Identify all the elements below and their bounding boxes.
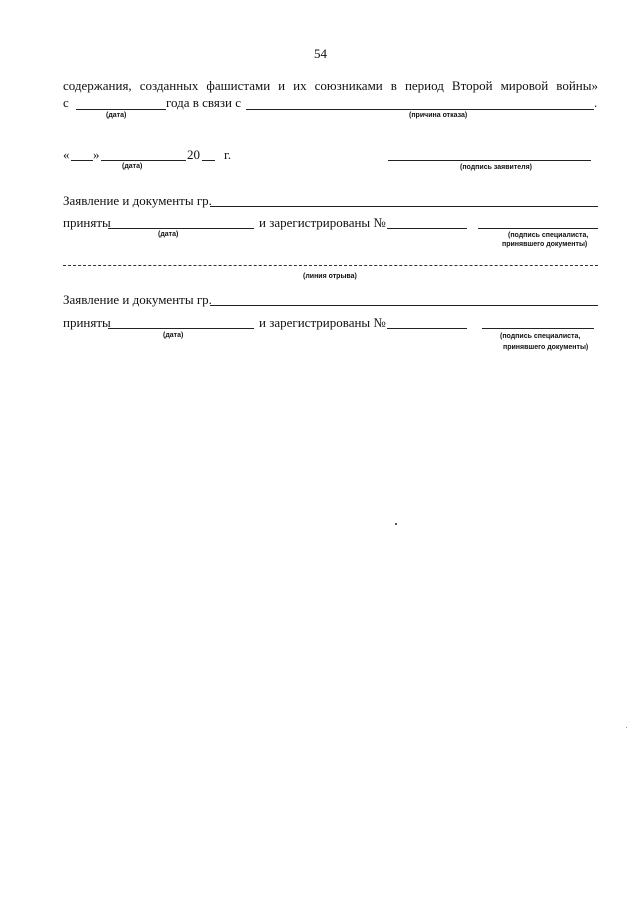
receipt2-name-field-line[interactable]	[210, 305, 598, 306]
applicant-signature-caption: (подпись заявителя)	[460, 164, 533, 171]
year-field-line[interactable]	[202, 160, 215, 161]
applicant-signature-line[interactable]	[388, 160, 591, 161]
end-punct: .	[594, 95, 598, 110]
receipt1-specialist-caption-2: принявшего документы)	[502, 241, 588, 248]
receipt2-specialist-caption-2: принявшего документы)	[503, 344, 589, 351]
receipt1-specialist-signature-line[interactable]	[478, 228, 598, 229]
year-suffix: г.	[224, 147, 232, 162]
month-field-line[interactable]	[101, 160, 186, 161]
continuation-text: содержания, созданных фашистами и их союзниками в период Второй мировой войны»	[63, 78, 598, 93]
receipt2-date-field-line[interactable]	[108, 328, 254, 329]
receipt2-specialist-signature-line[interactable]	[482, 328, 594, 329]
prefix-c: с	[63, 95, 69, 110]
receipt1-specialist-caption-1: (подпись специалиста,	[508, 232, 589, 239]
receipt2-accepted-text: приняты	[63, 315, 111, 330]
year-relation-text: года в связи с	[166, 95, 241, 110]
scan-speck	[626, 727, 627, 728]
receipt1-registered-text: и зарегистрированы №	[259, 215, 386, 230]
tear-line-caption: (линия отрыва)	[303, 273, 357, 280]
reason-field-line[interactable]	[246, 109, 594, 110]
date-field-line[interactable]	[76, 109, 166, 110]
date-caption: (дата)	[106, 112, 127, 119]
open-quote: «	[63, 147, 70, 162]
receipt1-date-field-line[interactable]	[108, 228, 254, 229]
signature-date-caption: (дата)	[122, 163, 143, 170]
receipt2-specialist-caption-1: (подпись специалиста,	[500, 333, 581, 340]
close-quote: »	[93, 147, 100, 162]
reason-caption: (причина отказа)	[409, 112, 468, 119]
receipt2-number-field-line[interactable]	[387, 328, 467, 329]
receipt2-registered-text: и зарегистрированы №	[259, 315, 386, 330]
year-prefix: 20	[187, 147, 200, 162]
page-number: 54	[314, 46, 327, 61]
receipt1-number-field-line[interactable]	[387, 228, 467, 229]
receipt1-accepted-text: приняты	[63, 215, 111, 230]
day-field-line[interactable]	[71, 160, 93, 161]
tear-line	[63, 265, 598, 266]
scan-speck	[395, 523, 397, 525]
receipt2-date-caption: (дата)	[163, 332, 184, 339]
receipt1-date-caption: (дата)	[158, 231, 179, 238]
receipt2-statement-text: Заявление и документы гр.	[63, 292, 212, 307]
receipt1-name-field-line[interactable]	[210, 206, 598, 207]
receipt1-statement-text: Заявление и документы гр.	[63, 193, 212, 208]
